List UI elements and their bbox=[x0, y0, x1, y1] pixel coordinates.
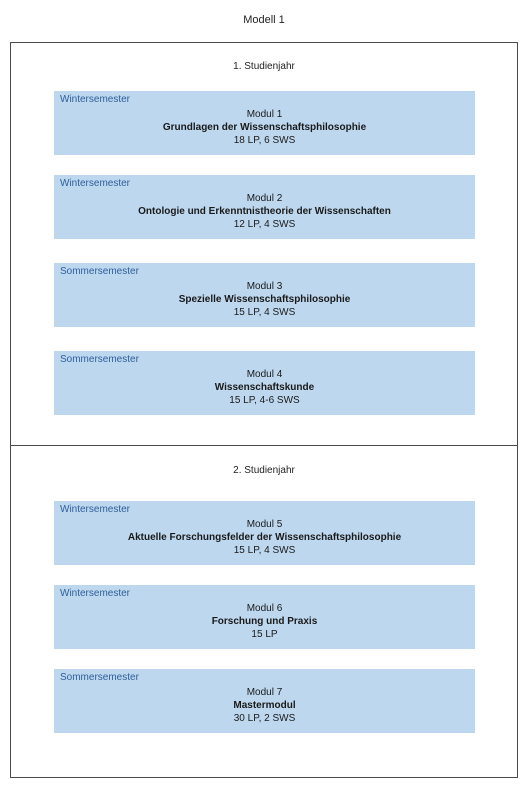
module-name: Grundlagen der Wissenschaftsphilosophie bbox=[162, 122, 367, 133]
module-name: Aktuelle Forschungsfelder der Wissenschaftsphilosophie bbox=[127, 532, 402, 543]
module-number: Modul 5 bbox=[246, 519, 283, 530]
module-box-6 bbox=[54, 585, 475, 649]
module-number: Modul 2 bbox=[246, 193, 283, 204]
curriculum-frame bbox=[10, 42, 518, 778]
diagram-title: Modell 1 bbox=[243, 14, 285, 26]
module-box-7 bbox=[54, 669, 475, 733]
module-details: 18 LP, 6 SWS bbox=[233, 135, 296, 146]
module-number: Modul 4 bbox=[246, 369, 283, 380]
semester-label: Sommersemester bbox=[60, 266, 139, 277]
module-details: 30 LP, 2 SWS bbox=[233, 713, 296, 724]
module-name: Ontologie und Erkenntnistheorie der Wissenschaften bbox=[138, 206, 391, 217]
year-label-2: 2. Studienjahr bbox=[233, 465, 295, 476]
semester-label: Wintersemester bbox=[60, 94, 131, 105]
module-number: Modul 1 bbox=[246, 109, 283, 120]
semester-label: Wintersemester bbox=[60, 178, 131, 189]
year-label-1: 1. Studienjahr bbox=[233, 61, 295, 72]
module-box-2 bbox=[54, 175, 475, 239]
module-box-4 bbox=[54, 351, 475, 415]
module-details: 15 LP, 4-6 SWS bbox=[229, 395, 300, 406]
semester-label: Wintersemester bbox=[60, 588, 131, 599]
module-name: Forschung und Praxis bbox=[211, 616, 318, 627]
semester-label: Wintersemester bbox=[60, 504, 131, 515]
module-box-3 bbox=[54, 263, 475, 327]
semester-label: Sommersemester bbox=[60, 354, 139, 365]
module-number: Modul 6 bbox=[246, 603, 283, 614]
module-box-1 bbox=[54, 91, 475, 155]
module-name: Spezielle Wissenschaftsphilosophie bbox=[178, 294, 351, 305]
module-name: Wissenschaftskunde bbox=[214, 382, 315, 393]
module-details: 15 LP bbox=[251, 629, 278, 640]
semester-label: Sommersemester bbox=[60, 672, 139, 683]
module-details: 15 LP, 4 SWS bbox=[233, 307, 296, 318]
module-number: Modul 3 bbox=[246, 281, 283, 292]
module-box-5 bbox=[54, 501, 475, 565]
module-details: 15 LP, 4 SWS bbox=[233, 545, 296, 556]
year-divider bbox=[11, 445, 517, 446]
module-details: 12 LP, 4 SWS bbox=[233, 219, 296, 230]
module-name: Mastermodul bbox=[233, 700, 296, 711]
module-number: Modul 7 bbox=[246, 687, 283, 698]
